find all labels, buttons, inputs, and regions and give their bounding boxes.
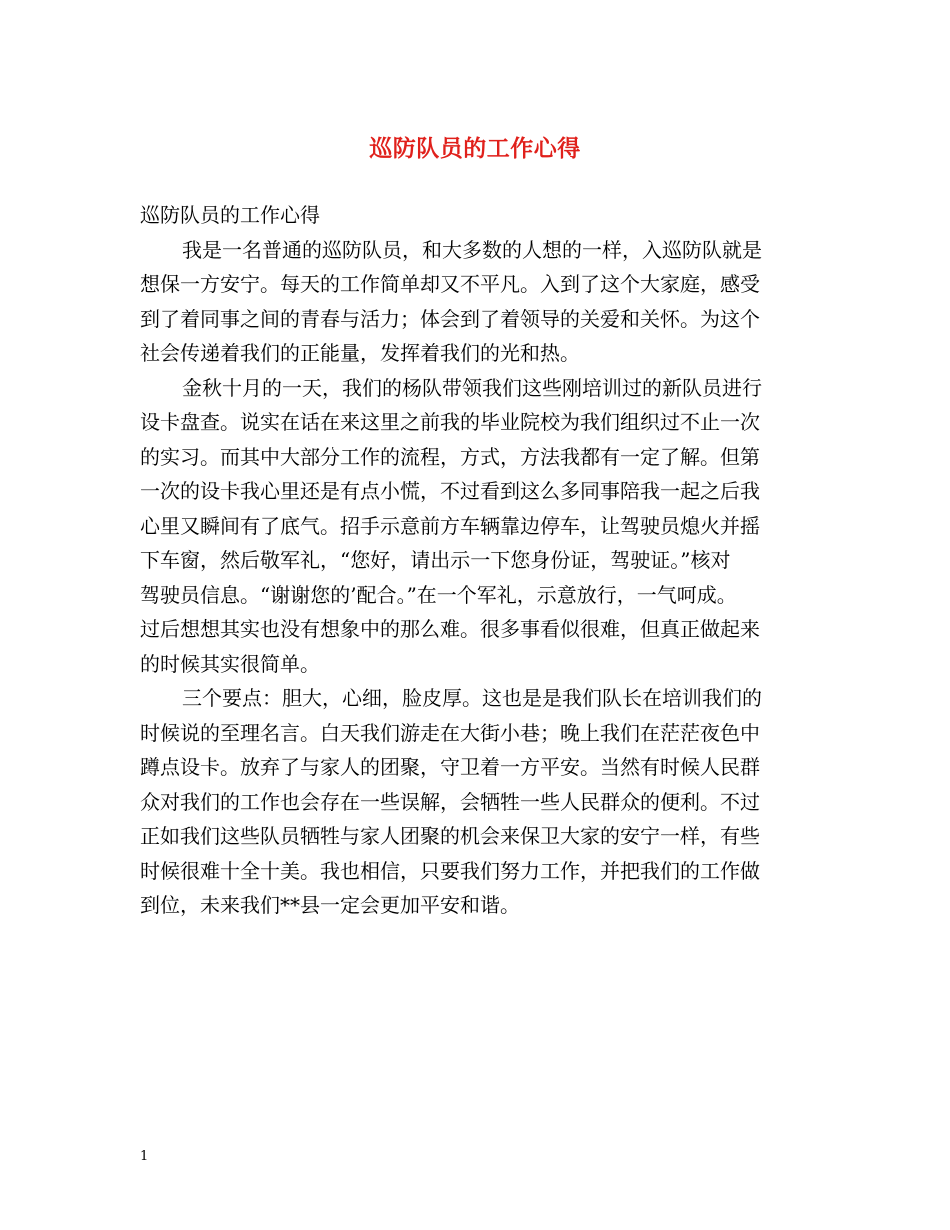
paragraph-line: 到了着同事之间的青春与活力；体会到了着领导的关爱和关怀。为这个	[140, 306, 760, 331]
document-title: 巡防队员的工作心得	[369, 135, 581, 162]
paragraph-line: 金秋十月的一天，我们的杨队带领我们这些刚培训过的新队员进行	[182, 375, 762, 400]
paragraph-line: 设卡盘查。说实在话在来这里之前我的毕业院校为我们组织过不止一次	[140, 410, 760, 434]
paragraph-line: 的时候其实很简单。	[140, 651, 320, 676]
paragraph-line: 社会传递着我们的正能量，发挥着我们的光和热。	[140, 341, 580, 365]
paragraph-line: 我是一名普通的巡防队员，和大多数的人想的一样，入巡防队就是	[182, 237, 762, 262]
paragraph-line: 三个要点：胆大，心细，脸皮厚。这也是是我们队长在培训我们的	[182, 686, 762, 710]
paragraph-3	[140, 681, 830, 923]
document-subtitle: 巡防队员的工作心得	[140, 203, 320, 227]
paragraph-line: 的实习。而其中大部分工作的流程，方式，方法我都有一定了解。但第	[140, 444, 760, 469]
paragraph-line: 正如我们这些队员牺牲与家人团聚的机会来保卫大家的安宁一样，有些	[140, 824, 760, 848]
paragraph-2	[140, 371, 830, 682]
page-number: 1	[140, 1149, 149, 1164]
paragraph-line: 驾驶员信息。“谢谢您的’配合。”在一个军礼，示意放行，一气呵成。	[140, 582, 737, 607]
paragraph-line: 时候很难十全十美。我也相信，只要我们努力工作，并把我们的工作做	[140, 858, 760, 883]
paragraph-line: 众对我们的工作也会存在一些误解，会牺牲一些人民群众的便利。不过	[140, 789, 760, 814]
paragraph-line: 到位，未来我们**县一定会更加平安和谐。	[140, 893, 520, 917]
paragraph-line: 蹲点设卡。放弃了与家人的团聚，守卫着一方平安。当然有时候人民群	[140, 755, 760, 779]
paragraph-1	[140, 233, 830, 371]
document-body	[140, 198, 830, 923]
paragraph-line: 心里又瞬间有了底气。招手示意前方车辆靠边停车，让驾驶员熄火并摇	[140, 513, 760, 538]
paragraph-line: 过后想想其实也没有想象中的那么难。很多事看似很难，但真正做起来	[140, 617, 760, 641]
paragraph-line: 下车窗，然后敬军礼，“您好，请出示一下您身份证，驾驶证。”核对	[140, 548, 731, 572]
paragraph-line: 时候说的至理名言。白天我们游走在大街小巷；晚上我们在茫茫夜色中	[140, 720, 760, 745]
paragraph-line: 一次的设卡我心里还是有点小慌，不过看到这么多同事陪我一起之后我	[140, 479, 760, 503]
paragraph-line: 想保一方安宁。每天的工作简单却又不平凡。入到了这个大家庭，感受	[140, 272, 760, 296]
